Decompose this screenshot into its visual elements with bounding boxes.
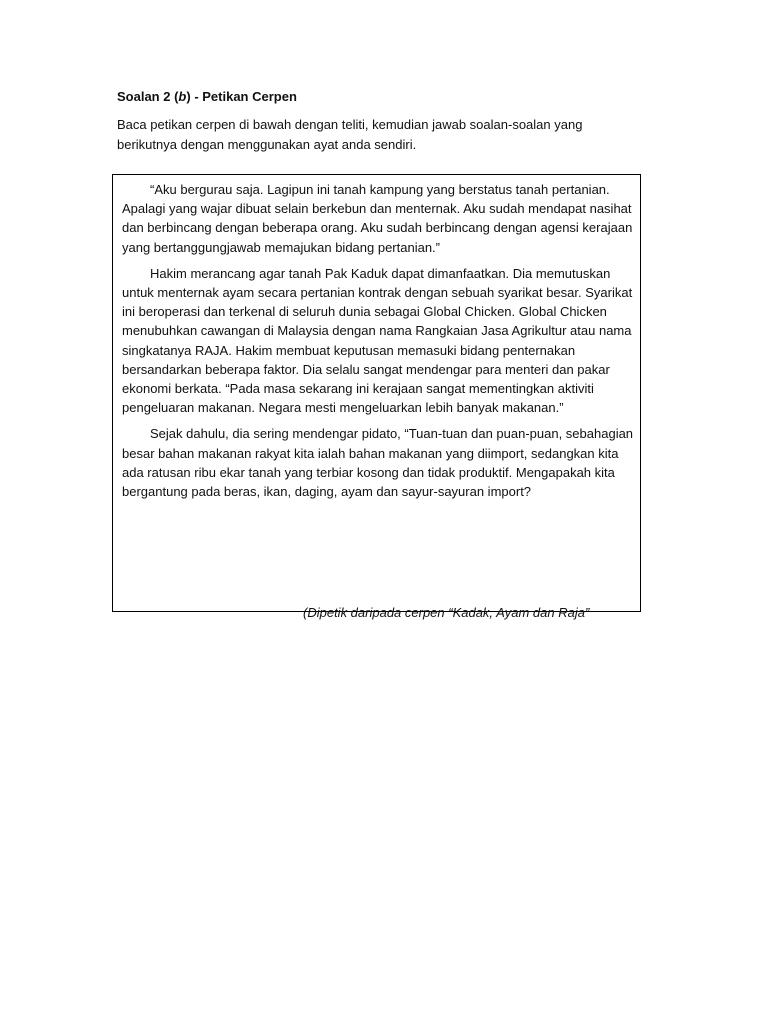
passage-source-citation: (Dipetik daripada cerpen “Kadak, Ayam dan Raja” bbox=[303, 605, 590, 620]
heading-italic-letter: b bbox=[178, 89, 187, 104]
passage-paragraph-3: Sejak dahulu, dia sering mendengar pidato, “Tuan-tuan dan puan-puan, sebahagian besar bahan makanan rakyat kita ialah bahan makanan yang diimport, sedangkan kita ada ratusan ribu ekar tanah yang terbiar kosong dan tidak produktif. Mengapakah kita bergantung pada beras, ikan, daging, ayam dan sayur-sayuran import? bbox=[122, 426, 634, 500]
question-heading bbox=[117, 88, 297, 106]
passage-text bbox=[122, 180, 634, 508]
passage-paragraph-1: “Aku bergurau saja. Lagipun ini tanah kampung yang berstatus tanah pertanian. Apalagi yang wajar dibuat selain berkebun dan menternak. Aku sudah mendapat nasihat dan berbincang dengan beberapa orang. Aku sudah berbincang dengan agensi kerajaan yang bertanggungjawab memajukan bidang pertanian.” bbox=[122, 182, 633, 255]
heading-prefix: Soalan 2 ( bbox=[117, 89, 179, 104]
heading-suffix: ) - Petikan Cerpen bbox=[186, 89, 297, 104]
passage-box bbox=[112, 174, 641, 620]
instruction-text: Baca petikan cerpen di bawah dengan teliti, kemudian jawab soalan-soalan yang berikutnya dengan menggunakan ayat anda sendiri. bbox=[117, 117, 583, 152]
passage-paragraph-2: Hakim merancang agar tanah Pak Kaduk dapat dimanfaatkan. Dia memutuskan untuk menternak ayam secara pertanian kontrak dengan sebuah syarikat besar. Syarikat ini beroperasi dan terkenal di seluruh dunia sebagai Global Chicken. Global Chicken menubuhkan cawangan di Malaysia dengan nama Rangkaian Jasa Agrikultur atau nama singkatanya RAJA. Hakim membuat keputusan memasuki bidang penternakan bersandarkan beberapa faktor. Dia selalu sangat mendengar para menteri dan pakar ekonomi berkata. “Pada masa sekarang ini kerajaan sangat mementingkan aktiviti pengeluaran makanan. Negara mesti mengeluarkan lebih banyak makanan.” bbox=[122, 265, 633, 416]
